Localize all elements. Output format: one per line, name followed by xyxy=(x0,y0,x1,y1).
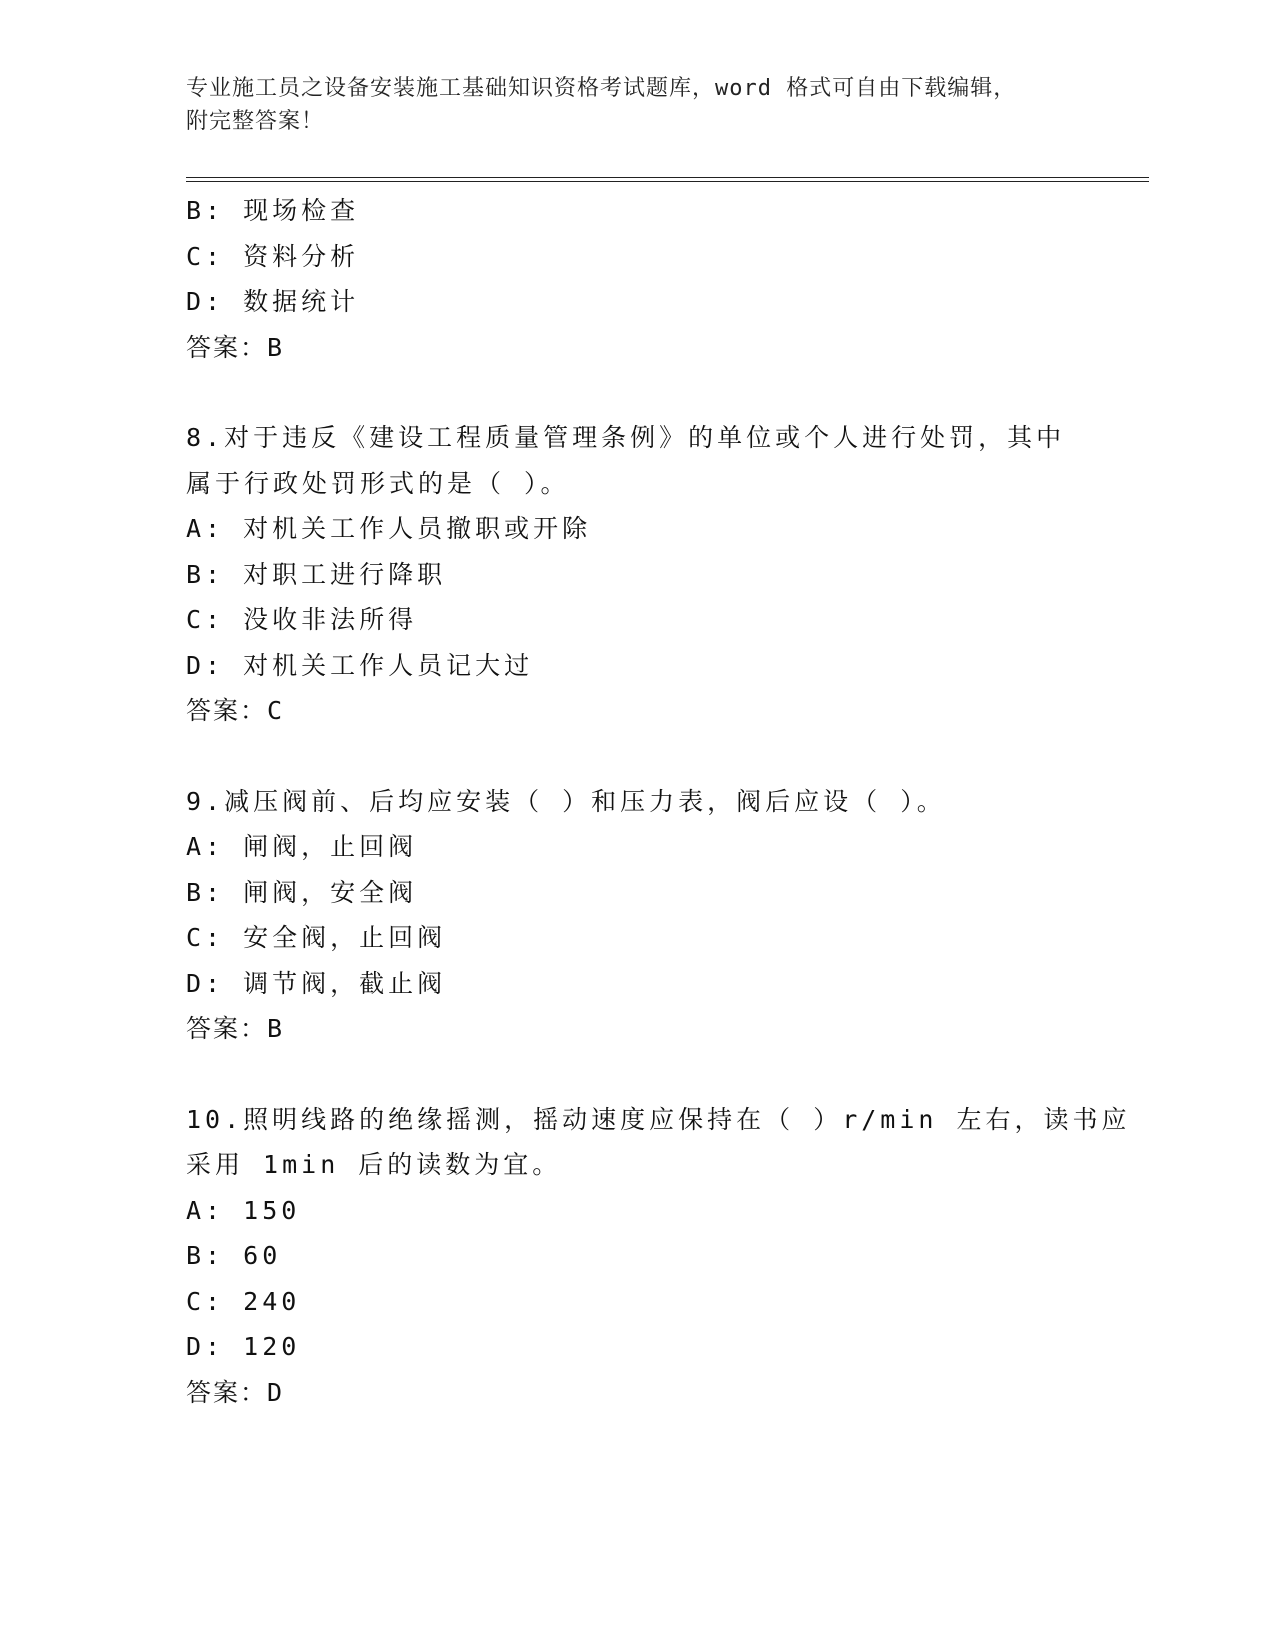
answer-value: B xyxy=(267,332,285,362)
answer-label: 答案： xyxy=(186,696,268,725)
option-d: D: 对机关工作人员记大过 xyxy=(186,650,534,680)
option-a: A: 150 xyxy=(186,1195,301,1225)
header-divider-top xyxy=(186,177,1149,178)
option-b: B: 对职工进行降职 xyxy=(186,559,447,589)
answer-value: D xyxy=(267,1377,285,1407)
answer-label: 答案： xyxy=(186,1014,268,1043)
answer-label: 答案： xyxy=(186,1377,268,1407)
question-text-line-1: 10.照明线路的绝缘摇测，摇动速度应保持在（ ）r/min 左右，读书应 xyxy=(186,1104,1131,1134)
option-c: C: 240 xyxy=(186,1286,301,1316)
question-fragment xyxy=(186,188,1086,370)
question-8 xyxy=(186,415,1086,734)
answer-value: B xyxy=(267,1014,285,1043)
answer-line xyxy=(186,325,1086,371)
question-list xyxy=(186,188,1131,1415)
option-c: C: 没收非法所得 xyxy=(186,605,418,634)
spacer xyxy=(186,370,1086,415)
answer-line xyxy=(186,1006,1086,1052)
option-b: B: 闸阀，安全阀 xyxy=(186,877,418,907)
answer-value: C xyxy=(267,696,285,725)
spacer xyxy=(186,734,1086,779)
question-text-line-2: 属于行政处罚形式的是（ ）。 xyxy=(186,468,570,498)
option-a: A: 对机关工作人员撤职或开除 xyxy=(186,514,592,543)
question-text-line-2: 采用 1min 后的读数为宜。 xyxy=(186,1150,562,1179)
option-d: D: 120 xyxy=(186,1332,301,1361)
question-text-line-1: 8.对于违反《建设工程质量管理条例》的单位或个人进行处罚，其中 xyxy=(186,423,1066,452)
header-title-line-1: 专业施工员之设备安装施工基础知识资格考试题库，word 格式可自由下载编辑， xyxy=(186,76,1017,101)
document-header xyxy=(186,72,1086,138)
question-text-line-1: 9.减压阀前、后均应安装（ ）和压力表，阀后应设（ ）。 xyxy=(186,786,946,816)
option-c: C: 资料分析 xyxy=(186,241,360,271)
answer-line xyxy=(186,688,1086,734)
answer-line xyxy=(186,1370,1086,1416)
answer-label: 答案： xyxy=(186,332,268,362)
option-a: A: 闸阀，止回阀 xyxy=(186,832,418,861)
option-d: D: 数据统计 xyxy=(186,287,360,316)
option-b: B: 现场检查 xyxy=(186,196,360,225)
option-c: C: 安全阀，止回阀 xyxy=(186,923,447,952)
option-b: B: 60 xyxy=(186,1241,282,1270)
question-9 xyxy=(186,779,1086,1052)
header-title-line-2: 附完整答案！ xyxy=(186,109,325,134)
option-d: D: 调节阀，截止阀 xyxy=(186,968,447,998)
spacer xyxy=(186,1052,1086,1097)
question-10 xyxy=(186,1097,1131,1416)
header-divider-bottom xyxy=(186,181,1149,182)
